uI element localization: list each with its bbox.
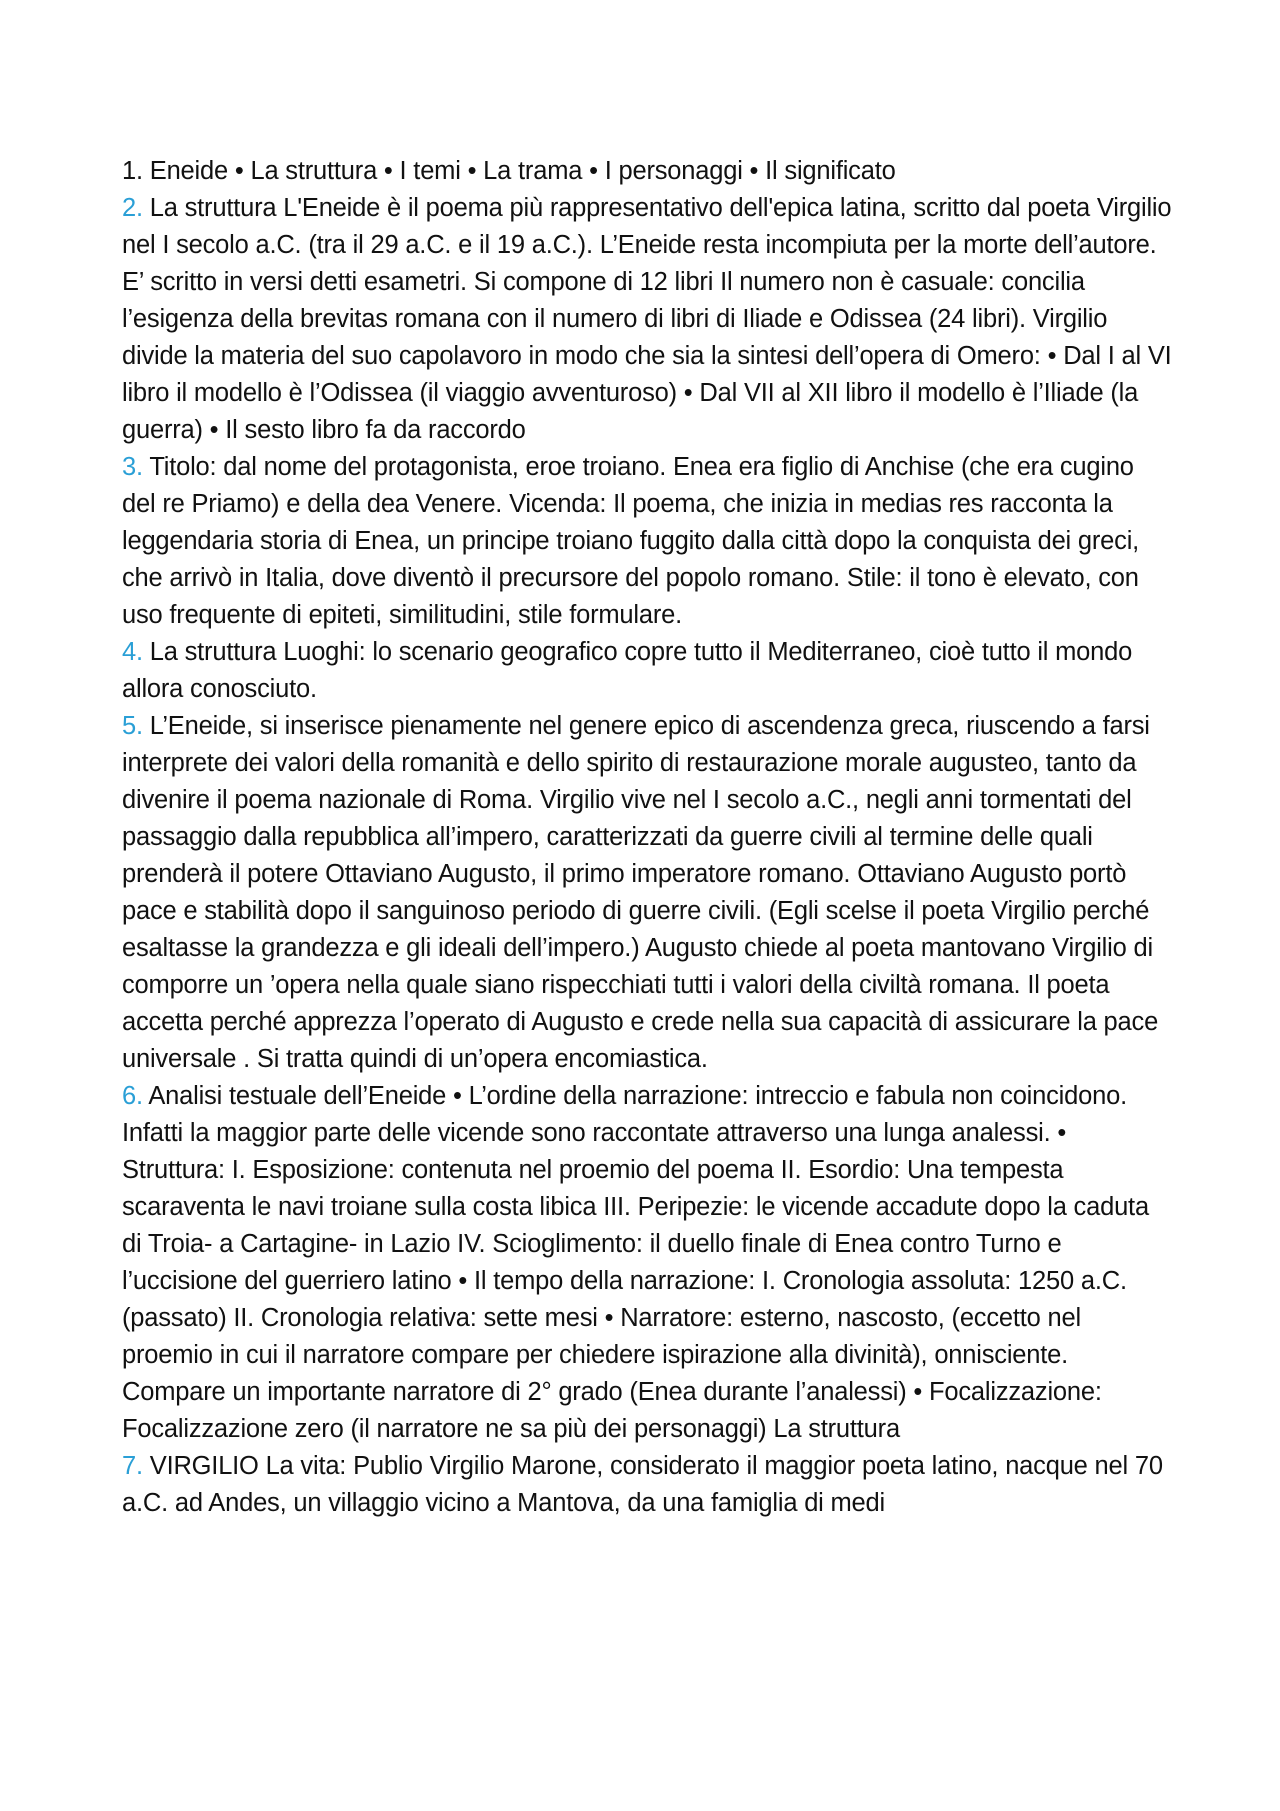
- paragraph-number: 7.: [122, 1452, 143, 1480]
- paragraph-text: Eneide • La struttura • I temi • La trama • I personaggi • Il significato: [149, 157, 896, 185]
- paragraph-text: Analisi testuale dell’Eneide • L’ordine della narrazione: intreccio e fabula non coincidono. Infatti la maggior parte delle vicende sono raccontate attraverso una lunga analessi. • Struttura: I. Esposizione: contenuta nel proemio del poema II. Esordio: Una tempesta scaraventa le navi troiane sulla costa libica III. Peripezie: le vicende accadute dopo la caduta di Troia- a Cartagine- in Lazio IV. Scioglimento: il duello finale di Enea contro Turno e l’uccisione del guerriero latino • Il tempo della narrazione: I. Cronologia assoluta: 1250 a.C. (passato) II. Cronologia relativa: sette mesi • Narratore: esterno, nascosto, (eccetto nel proemio in cui il narratore compare per chiedere ispirazione alla divinità), onnisciente. Compare un importante narratore di 2° grado (Enea durante l’analessi) • Focalizzazione: Focalizzazione zero (il narratore ne sa più dei personaggi) La struttura: [122, 1082, 1149, 1443]
- paragraph-5: [122, 708, 1172, 1078]
- paragraph-number: 4.: [122, 638, 143, 666]
- paragraph-6: [122, 1078, 1172, 1448]
- paragraph-number: 1.: [122, 157, 143, 185]
- paragraph-3: [122, 449, 1172, 634]
- paragraph-4: [122, 634, 1172, 708]
- paragraph-2: [122, 190, 1172, 449]
- paragraph-number: 3.: [122, 453, 143, 481]
- paragraph-text: L’Eneide, si inserisce pienamente nel genere epico di ascendenza greca, riuscendo a farsi interprete dei valori della romanità e dello spirito di restaurazione morale augusteo, tanto da divenire il poema nazionale di Roma. Virgilio vive nel I secolo a.C., negli anni tormentati del passaggio dalla repubblica all’impero, caratterizzati da guerre civili al termine delle quali prenderà il potere Ottaviano Augusto, il primo imperatore romano. Ottaviano Augusto portò pace e stabilità dopo il sanguinoso periodo di guerre civili. (Egli scelse il poeta Virgilio perché esaltasse la grandezza e gli ideali dell’impero.) Augusto chiede al poeta mantovano Virgilio di comporre un ’opera nella quale siano rispecchiati tutti i valori della civiltà romana. Il poeta accetta perché apprezza l’operato di Augusto e crede nella sua capacità di assicurare la pace universale . Si tratta quindi di un’opera encomiastica.: [122, 712, 1159, 1073]
- paragraph-7: [122, 1448, 1172, 1522]
- paragraph-number: 5.: [122, 712, 143, 740]
- document-body: [122, 153, 1172, 1522]
- paragraph-1: [122, 153, 1172, 190]
- paragraph-text: Titolo: dal nome del protagonista, eroe troiano. Enea era figlio di Anchise (che era cugino del re Priamo) e della dea Venere. Vicenda: Il poema, che inizia in medias res racconta la leggendaria storia di Enea, un principe troiano fuggito dalla città dopo la conquista dei greci, che arrivò in Italia, dove diventò il precursore del popolo romano. Stile: il tono è elevato, con uso frequente di epiteti, similitudini, stile formulare.: [122, 453, 1140, 629]
- paragraph-number: 6.: [122, 1082, 143, 1110]
- paragraph-text: La struttura Luoghi: lo scenario geografico copre tutto il Mediterraneo, cioè tutto il mondo allora conosciuto.: [122, 638, 1133, 703]
- paragraph-number: 2.: [122, 194, 143, 222]
- paragraph-text: VIRGILIO La vita: Publio Virgilio Marone, considerato il maggior poeta latino, nacque nel 70 a.C. ad Andes, un villaggio vicino a Mantova, da una famiglia di medi: [122, 1452, 1163, 1517]
- paragraph-text: La struttura L'Eneide è il poema più rappresentativo dell'epica latina, scritto dal poeta Virgilio nel I secolo a.C. (tra il 29 a.C. e il 19 a.C.). L’Eneide resta incompiuta per la morte dell’autore. E’ scritto in versi detti esametri. Si compone di 12 libri Il numero non è casuale: concilia l’esigenza della brevitas romana con il numero di libri di Iliade e Odissea (24 libri). Virgilio divide la materia del suo capolavoro in modo che sia la sintesi dell’opera di Omero: • Dal I al VI libro il modello è l’Odissea (il viaggio avventuroso) • Dal VII al XII libro il modello è l’Iliade (la guerra) • Il sesto libro fa da raccordo: [122, 194, 1172, 444]
